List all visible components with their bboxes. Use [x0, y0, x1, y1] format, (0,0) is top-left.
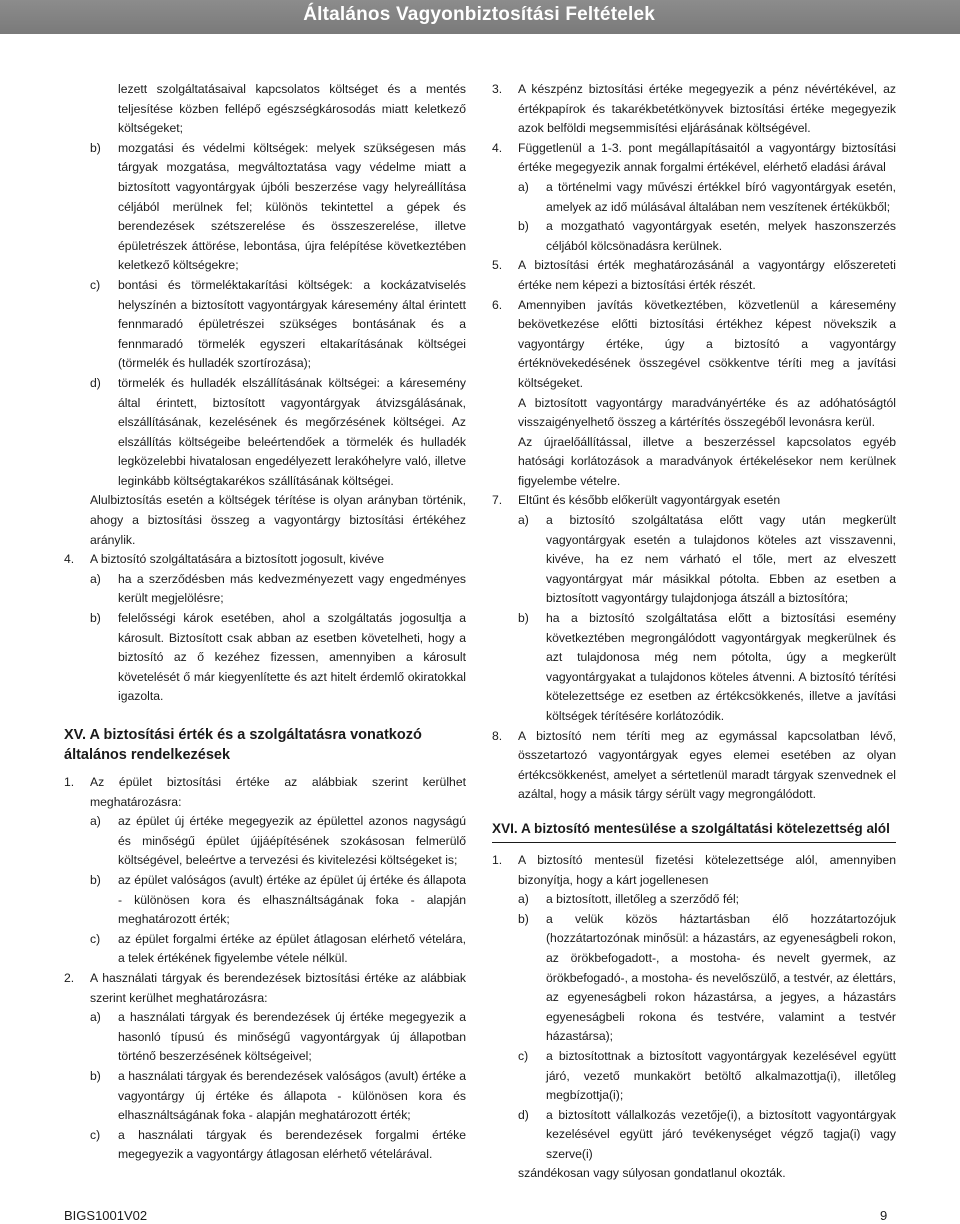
- paragraph: Az újraelőállítással, illetve a beszerzéssel kapcsolatos egyéb hatósági korlátozások a maradványok értékelésekor nem kerülnek figyelembe vételre.: [518, 434, 896, 488]
- item-text: a mozgatható vagyontárgyak esetén, melyek haszonszerzés céljából kölcsönadásra kerülnek.: [546, 219, 896, 253]
- item-label: b): [518, 219, 529, 234]
- list-item: [64, 930, 466, 969]
- continued-paragraph: lezett szolgáltatásaival kapcsolatos költséget és a mentés teljesítése közben fellépő egészségkárosodás miatt keletkező költségeket;: [118, 82, 466, 136]
- item-text: A használati tárgyak és berendezések biztosítási értéke az alábbiak szerint kerülhet meghatározásra:: [90, 970, 466, 1005]
- item-label: c): [90, 931, 101, 946]
- list-item: [64, 609, 466, 707]
- item-text: felelősségi károk esetében, ahol a szolgáltatás jogosultja a károsult. Biztosított csak abban az esetben követelheti, hogy a biztosító az ő kezéhez fizessen, amennyiben a károsult követelését ő már kiegyenlítette és azt hitelt érdemlő okiratokkal igazolta.: [118, 611, 466, 704]
- item-label: b): [518, 611, 529, 626]
- list-item: [492, 178, 896, 217]
- item-number: 2.: [64, 970, 75, 985]
- list-item: [64, 1126, 466, 1165]
- page-header-bar: [0, 0, 960, 34]
- list-item: [64, 374, 466, 492]
- item-number: 4.: [64, 552, 75, 567]
- list-item: [492, 1106, 896, 1165]
- item-text: A készpénz biztosítási értéke megegyezik a pénz névértékével, az értékpapírok és takarékbetétkönyvek biztosítási értéke megegyezik azok belföldi megsemmisítési eljárásának költségével.: [518, 82, 896, 136]
- list-item: [492, 609, 896, 727]
- item-number: 1.: [492, 852, 503, 867]
- list-item: [492, 217, 896, 256]
- item-text: a biztosított, illetőleg a szerződő fél;: [546, 892, 740, 907]
- closing-line: szándékosan vagy súlyosan gondatlanul okozták.: [518, 1166, 786, 1181]
- item-text: Az épület biztosítási értéke az alábbiak szerint kerülhet meghatározásra:: [90, 775, 466, 809]
- item-text: A biztosító szolgáltatására a biztosított jogosult, kivéve: [90, 552, 385, 567]
- item-label: b): [90, 611, 101, 626]
- item-text: Eltűnt és később előkerült vagyontárgyak esetén: [518, 493, 781, 508]
- item-text: Amennyiben javítás következtében, közvetlenül a káresemény bekövetkezése előtti biztosítási értékhez képest növekszik a vagyontárgy értéke, úgy a biztosító a vagyontárgy értéknövekedésének összegével csökkentve téríti meg a javítási költségeket.: [518, 297, 896, 390]
- item-label: b): [90, 872, 101, 887]
- item-text: bontási és törmeléktakarítási költségek: a kockázatviselés helyszínén a biztosított vagyontárgyak káresemény által érintett fennmaradó épületrészei szükséges bontásának és a fennmaradó törmelék egyszeri eltakarításának költségei (törmelék és hulladék szortírozása);: [118, 277, 466, 371]
- item-label: b): [90, 140, 101, 155]
- numbered-item: [492, 80, 896, 139]
- underinsurance-paragraph: Alulbiztosítás esetén a költségek térítése is olyan arányban történik, ahogy a biztosítási összeg a vagyontárgy biztosítási értékéhez aránylik.: [90, 493, 466, 547]
- item-label: a): [90, 1010, 101, 1025]
- section-heading-xv: XV. A biztosítási érték és a szolgáltatásra vonatkozó általános rendelkezések: [64, 727, 422, 763]
- section-heading-xvi: XVI. A biztosító mentesülése a szolgáltatási kötelezettség alól: [492, 819, 896, 843]
- item-text: az épület valóságos (avult) értéke az épület új értéke és állapota - különösen kora és elhasználtságának foka - alapján meghatározott érték;: [118, 872, 466, 927]
- item-number: 6.: [492, 297, 503, 312]
- item-text: a biztosító szolgáltatása előtt vagy után megkerült vagyontárgyak esetén a tulajdonos köteles azt visszavenni, kivéve, ha ez nem várható el tőle, mert az elveszett vagyontárgyat már másikkal pótolta. Ebben az esetben a biztosított vagyontárgy tulajdonjoga átszáll a biztosítóra;: [546, 513, 896, 606]
- item-label: a): [90, 814, 101, 829]
- document-code: BIGS1001V02: [64, 1208, 148, 1223]
- numbered-item: [64, 969, 466, 1008]
- item-label: a): [518, 892, 529, 907]
- item-label: c): [90, 277, 101, 292]
- numbered-item: [64, 773, 466, 812]
- list-item: [492, 1047, 896, 1106]
- item-label: d): [90, 375, 101, 390]
- item-text: mozgatási és védelmi költségek: melyek szükségesen más tárgyak mozgatása, megváltoztatása vagy védelme miatt a biztosított vagyontárgyak újbóli beszerzése vagy helyreállítása céljából merülnek fel; különös tekintettel a gépek és berendezések szétszerelése és összeszerelése, illetve épületrészek áttörése, lebontása, újra felépítése következtében keletkező költségekre;: [118, 140, 466, 273]
- item-text: a történelmi vagy művészi értékkel bíró vagyontárgyak esetén, amelyek az idő múlásával általában nem veszítenek értékükből;: [546, 179, 896, 214]
- item-number: 1.: [64, 775, 75, 789]
- item-label: b): [90, 1068, 101, 1083]
- item-text: ha a szerződésben más kedvezményezett vagy engedményes került megjelölésre;: [118, 571, 466, 606]
- left-column: [64, 80, 466, 1165]
- list-item: [64, 1067, 466, 1126]
- numbered-item: [492, 727, 896, 805]
- item-label: a): [90, 571, 101, 586]
- list-item: [492, 890, 896, 910]
- list-item: [64, 570, 466, 609]
- item-text: A biztosító mentesül fizetési kötelezettsége alól, amennyiben bizonyítja, hogy a kárt jogellenesen: [518, 852, 896, 887]
- item-number: 4.: [492, 140, 503, 155]
- item-number: 8.: [492, 728, 503, 743]
- paragraph: A biztosított vagyontárgy maradványértéke és az adóhatóságtól visszaigényelhető összeg a kártérítés összegéből levonásra kerül.: [518, 395, 896, 430]
- numbered-item: [492, 491, 896, 511]
- item-text: ha a biztosító szolgáltatása előtt a biztosítási esemény következtében megrongálódott vagyontárgyak megkerülnek és azt tulajdonosa még nem pótolta, úgy a megkerült vagyontárgyakat a tulajdonos köteles átvenni. A biztosító térítési kötelezettsége ez esetben az értékcsökkenés, illetve a javítási költségek térítésére korlátozódik.: [546, 611, 896, 723]
- numbered-item: [492, 296, 896, 394]
- item-number: 3.: [492, 82, 503, 96]
- item-label: a): [518, 513, 529, 528]
- list-item: [64, 139, 466, 276]
- numbered-item: [492, 256, 896, 295]
- page-header-title: Általános Vagyonbiztosítási Feltételek: [303, 4, 655, 25]
- item-label: d): [518, 1107, 529, 1122]
- list-item: [64, 276, 466, 374]
- item-text: a használati tárgyak és berendezések új értéke megegyezik a hasonló típusú és minőségű vagyontárgyak új állapotban történő beszerzésének költségeivel;: [118, 1010, 466, 1064]
- numbered-item: [64, 550, 466, 570]
- item-text: törmelék és hulladék elszállításának költségei: a káresemény által érintett, biztosított vagyontárgyak átvizsgálásának, elszállításának, kezelésének és megőrzésének költségei. Az elszállítás költségeibe beleértendőek a törmelék és hulladék legközelebbi hivatalosan engedélyezett lerakóhelyre való, illetve leginkább költségtakarékos szállításának költségei.: [118, 375, 466, 488]
- item-number: 5.: [492, 258, 503, 273]
- item-label: c): [518, 1048, 529, 1063]
- item-text: a biztosított vállalkozás vezetője(i), a biztosított vagyontárgyak kezelésével együtt járó tevékenységet végző tagja(i) vagy szerve(i): [546, 1107, 896, 1161]
- item-label: c): [90, 1127, 101, 1142]
- page-number: 9: [880, 1208, 888, 1223]
- numbered-item: [492, 851, 896, 890]
- item-label: a): [518, 179, 529, 194]
- item-label: b): [518, 911, 529, 926]
- item-text: a használati tárgyak és berendezések valóságos (avult) értéke a vagyontárgy új értéke és állapota - különösen kora és elhasználtságának foka - alapján meghatározott érték;: [118, 1068, 466, 1123]
- list-item: [492, 511, 896, 609]
- right-column: [492, 80, 896, 1184]
- item-text: A biztosító nem téríti meg az egymással kapcsolatban lévő, összetartozó vagyontárgyak egyes elemei esetében az olyan értékcsökkenést, amelyet a sértetlenül maradt tárgyak szenvednek el azáltal, hogy a másik tárgy sérült vagy megrongálódott.: [518, 728, 896, 802]
- item-text: az épület forgalmi értéke az épület átlagosan elérhető vételára, a telek értékének figyelembe vétele nélkül.: [118, 931, 466, 966]
- item-text: Függetlenül a 1-3. pont megállapításaitól a vagyontárgy biztosítási értéke megegyezik annak forgalmi értékével, elérhető eladási árával: [518, 140, 896, 175]
- item-text: A biztosítási érték meghatározásánál a vagyontárgy előszereteti értéke nem képezi a biztosítási érték részét.: [518, 258, 896, 292]
- item-number: 7.: [492, 493, 503, 508]
- item-text: a biztosítottnak a biztosított vagyontárgyak kezelésével együtt járó, vezető munkakört betöltő alkalmazottja(i), illetőleg megbízottja(i);: [546, 1048, 896, 1103]
- list-item: [64, 1008, 466, 1067]
- numbered-item: [492, 139, 896, 178]
- list-item: [64, 812, 466, 871]
- item-text: az épület új értéke megegyezik az épülettel azonos nagyságú és minőségű épület újjáépítésének szokásosan felmerülő költségével, beleértve a tervezési és kivitelezési költségeket is;: [118, 814, 466, 868]
- list-item: [492, 910, 896, 1047]
- item-text: a használati tárgyak és berendezések forgalmi értéke megegyezik a vagyontárgy átlagosan elérhető vételárával.: [118, 1127, 466, 1162]
- item-text: a velük közös háztartásban élő hozzátartozójuk (hozzátartozónak minősül: a házastárs, az egyeneságbeli rokon, az örökbefogadott-, a mostoha- és nevelt gyermek, az örökbefogadó-, a mostoha- és nevelőszülő, a testvér, az élettárs, az egyeneságbeli rokon házastársa, a jegyes, a házastárs egyeneságbeli rokona és testvére, valamint a testvér házastársa);: [546, 911, 896, 1044]
- list-item: [64, 871, 466, 930]
